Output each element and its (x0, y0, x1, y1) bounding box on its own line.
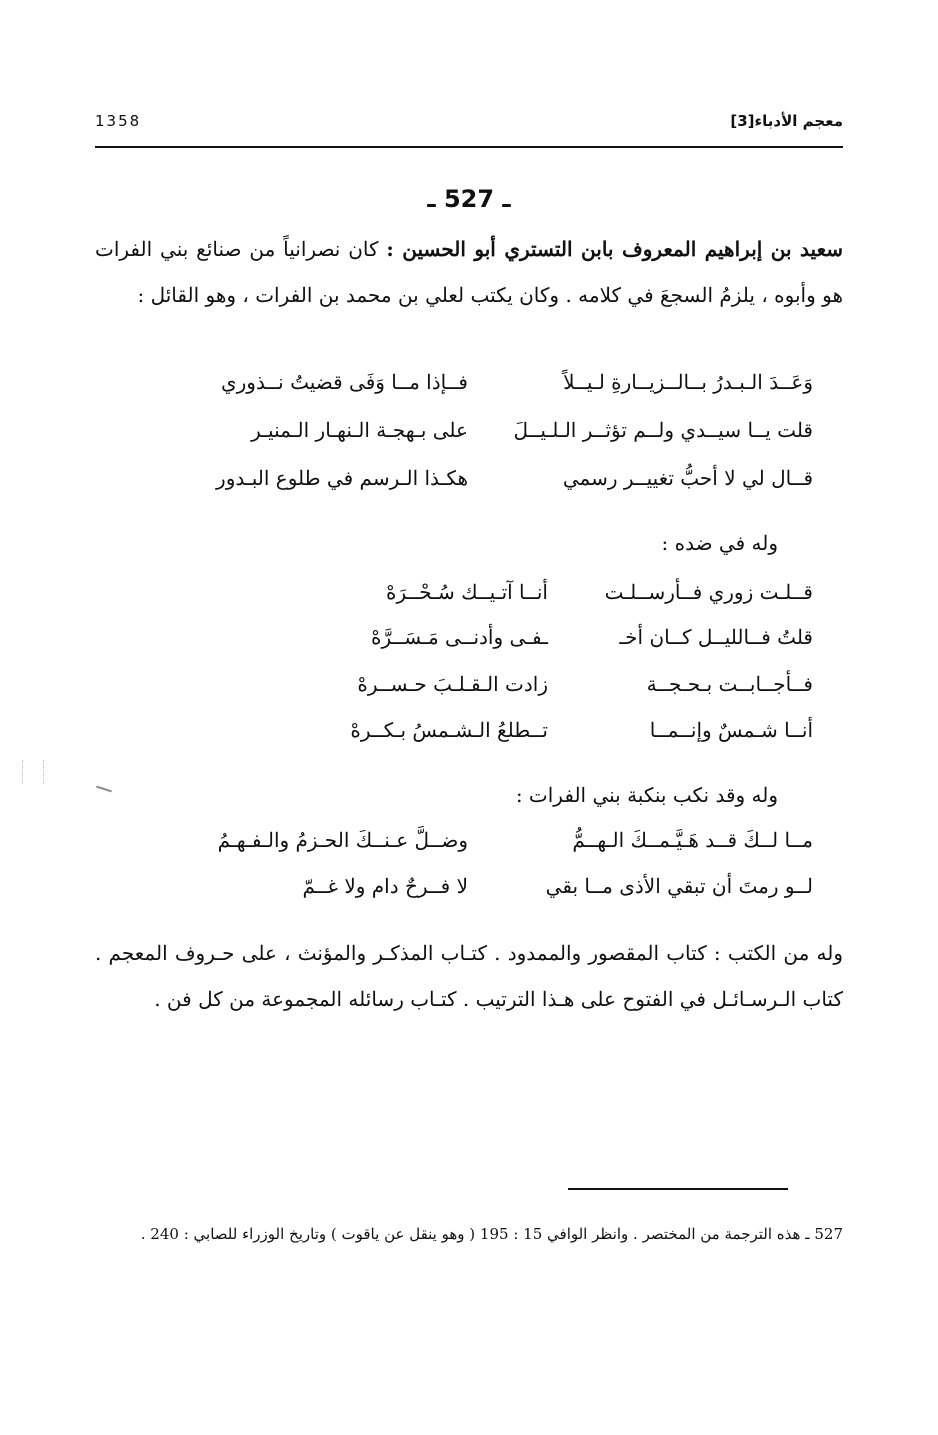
footnote: 527 ـ هذه الترجمة من المختصر . وانظر الوافي 15 : 195 ( وهو ينقل عن ياقوت ) وتاريخ الوزراء للصابي : 240 . (140, 1225, 843, 1243)
poem2-verse-4-first-hemistich: أنــا شـمسٌ وإنــمــا (649, 718, 813, 742)
poem1-verse-1 (135, 362, 843, 402)
poem3-verse-2-first-hemistich: لــو رمتَ أن تبقي الأذى مــا بقي (545, 874, 813, 898)
scan-edge-mark (22, 760, 44, 784)
entry-number: ـ 527 ـ (427, 185, 511, 213)
poem2-verse-1-first-hemistich: قــلـت زوري فــأرســلـت (604, 580, 813, 604)
poem3-intro-line: وله وقد نكب بنكبة بني الفرات : (515, 783, 778, 807)
poem2-intro-line: وله في ضده : (661, 531, 778, 555)
scan-speck (96, 786, 112, 793)
poem1-verse-1-first-hemistich: وَعَــدَ الـبـدرُ بــالــزيــارةِ لـيــلاً (563, 370, 813, 394)
poem1-verse-2 (135, 410, 843, 450)
poem2-verse-2-second-hemistich: ـفـى وأدنــى مَـسَــرَّهْ (371, 625, 548, 649)
poem3-verse-2-second-hemistich: لا فــرحٌ دام ولا غــمّ (302, 874, 468, 898)
poem1-verse-2-second-hemistich: على بـهجـة الـنهـار الـمنيـر (251, 418, 468, 442)
book-title: معجم الأدباء[3] (730, 112, 843, 130)
poem1-verse-3 (135, 458, 843, 498)
running-head (95, 112, 843, 136)
poem1-verse-3-first-hemistich: قــال لي لا أحبُّ تغييــر رسمي (562, 466, 813, 490)
page-number: 1358 (95, 112, 142, 130)
poem2-verse-1-second-hemistich: أنــا آتـيــك سُـحْــرَهْ (385, 580, 548, 604)
poem3-verse-1-first-hemistich: مــا لــكَ قــد هَـيَّـمــكَ الـهــمُّ (572, 828, 813, 852)
poem1-verse-2-first-hemistich: قلت يــا سيــدي ولــم تؤثــر الـلـيــلَ (513, 418, 813, 442)
poem2-verse-1 (190, 572, 843, 612)
entry-heading: سعيد بن إبراهيم المعروف بابن التستري أبو الحسين : (386, 237, 843, 261)
poem2-verse-3-first-hemistich: فــأجــابــت بـحـجــة (646, 672, 813, 696)
poem1-verse-3-second-hemistich: هكـذا الـرسم في طلوع البـدور (216, 466, 468, 490)
poem2-verse-4 (190, 710, 843, 750)
poem2-verse-2 (190, 617, 843, 657)
header-rule (95, 146, 843, 148)
poem2-verse-3-second-hemistich: زادت الـقـلـبَ حـســرهْ (357, 672, 548, 696)
poem3-verse-2 (120, 866, 843, 906)
poem2-verse-2-first-hemistich: قلتُ فــالليــل كــان أخـ (619, 625, 813, 649)
footnote-rule (568, 1188, 788, 1190)
poem2-verse-4-second-hemistich: تــطلعُ الـشـمسُ بـكــرهْ (350, 718, 548, 742)
poem1-verse-1-second-hemistich: فــإذا مــا وَفَى قضيتُ نــذوري (220, 370, 468, 394)
entry-intro-text: كان نصرانياً من صنائع بني الفرات هو وأبوه ، يلزمُ السجعَ في كلامه . وكان يكتب لعلي بن محمد بن الفرات ، وهو القائل : (95, 237, 843, 307)
poem3-verse-1 (120, 820, 843, 860)
entry-intro-paragraph (95, 226, 843, 318)
poem3-verse-1-second-hemistich: وضــلَّ عـنــكَ الحـزمُ والـفـهـمُ (217, 828, 468, 852)
closing-paragraph: وله من الكتب : كتاب المقصور والممدود . كتـاب المذكـر والمؤنث ، على حـروف المعجم . كتاب الـرسـائـل في الفتوح على هـذا الترتيب . كتـاب رسائله المجموعة من كل فن . (95, 941, 843, 1011)
poem2-verse-3 (190, 664, 843, 704)
